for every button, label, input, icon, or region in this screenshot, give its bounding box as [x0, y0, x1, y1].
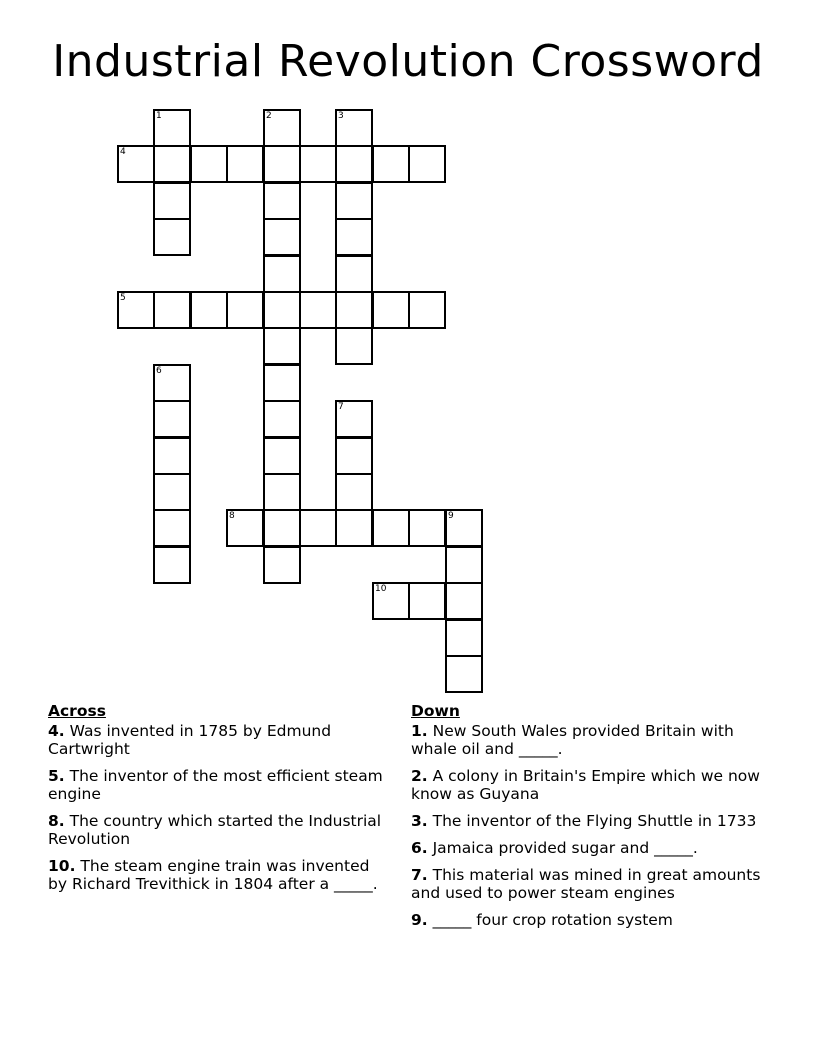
clue-text: New South Wales provided Britain with whale oil and _____. — [411, 722, 734, 758]
crossword-cell[interactable] — [263, 327, 301, 365]
crossword-cell[interactable] — [335, 218, 373, 256]
crossword-cell[interactable] — [226, 291, 264, 329]
crossword-cell[interactable] — [372, 582, 410, 620]
clue-number: 5. — [48, 767, 65, 785]
crossword-cell[interactable] — [335, 473, 373, 511]
down-clue-1 — [411, 722, 781, 758]
crossword-cell[interactable] — [445, 655, 483, 693]
crossword-cell[interactable] — [153, 182, 191, 220]
crossword-cell[interactable] — [263, 509, 301, 547]
clue-text: A colony in Britain's Empire which we now know as Guyana — [411, 767, 760, 803]
crossword-cell[interactable] — [263, 546, 301, 584]
across-clue-10 — [48, 857, 388, 893]
crossword-cell[interactable] — [335, 145, 373, 183]
clue-number: 1. — [411, 722, 428, 740]
down-clues — [411, 702, 781, 938]
crossword-cell[interactable] — [335, 400, 373, 438]
down-clue-2 — [411, 767, 781, 803]
clue-text: Was invented in 1785 by Edmund Cartwright — [48, 722, 332, 758]
crossword-cell[interactable] — [335, 109, 373, 147]
crossword-cell[interactable] — [263, 182, 301, 220]
cell-number: 1 — [156, 111, 162, 121]
cell-number: 8 — [229, 511, 235, 521]
crossword-cell[interactable] — [408, 291, 446, 329]
crossword-cell[interactable] — [190, 291, 228, 329]
crossword-cell[interactable] — [335, 291, 373, 329]
clue-number: 10. — [48, 857, 76, 875]
crossword-cell[interactable] — [263, 437, 301, 475]
clue-text: The steam engine train was invented by Richard Trevithick in 1804 after a _____. — [48, 857, 378, 893]
crossword-cell[interactable] — [117, 291, 155, 329]
crossword-cell[interactable] — [263, 291, 301, 329]
across-clue-5 — [48, 767, 388, 803]
down-clue-3 — [411, 812, 781, 830]
crossword-cell[interactable] — [263, 400, 301, 438]
crossword-cell[interactable] — [117, 145, 155, 183]
crossword-cell[interactable] — [153, 364, 191, 402]
crossword-cell[interactable] — [372, 291, 410, 329]
crossword-cell[interactable] — [153, 145, 191, 183]
crossword-cell[interactable] — [335, 437, 373, 475]
crossword-cell[interactable] — [190, 145, 228, 183]
crossword-cell[interactable] — [263, 109, 301, 147]
crossword-cell[interactable] — [408, 582, 446, 620]
down-heading: Down — [411, 702, 460, 720]
clue-number: 7. — [411, 866, 428, 884]
cell-number: 4 — [120, 147, 126, 157]
cell-number: 9 — [448, 511, 454, 521]
across-clue-8 — [48, 812, 388, 848]
down-clue-7 — [411, 866, 781, 902]
cell-number: 7 — [338, 402, 344, 412]
crossword-cell[interactable] — [335, 255, 373, 293]
clue-text: This material was mined in great amounts and used to power steam engines — [411, 866, 761, 902]
cell-number: 2 — [266, 111, 272, 121]
crossword-cell[interactable] — [153, 109, 191, 147]
cell-number: 6 — [156, 366, 162, 376]
crossword-cell[interactable] — [153, 437, 191, 475]
crossword-cell[interactable] — [153, 400, 191, 438]
crossword-cell[interactable] — [226, 145, 264, 183]
crossword-cell[interactable] — [153, 218, 191, 256]
crossword-cell[interactable] — [299, 145, 337, 183]
crossword-cell[interactable] — [263, 145, 301, 183]
cell-number: 10 — [375, 584, 387, 594]
clue-text: Jamaica provided sugar and _____. — [427, 839, 698, 857]
crossword-cell[interactable] — [335, 182, 373, 220]
crossword-cell[interactable] — [299, 509, 337, 547]
clue-number: 6. — [411, 839, 428, 857]
clue-number: 4. — [48, 722, 65, 740]
down-clue-9 — [411, 911, 781, 929]
crossword-cell[interactable] — [372, 509, 410, 547]
clue-text: _____ four crop rotation system — [427, 911, 673, 929]
across-heading: Across — [48, 702, 106, 720]
crossword-cell[interactable] — [445, 546, 483, 584]
clue-text: The inventor of the most efficient steam engine — [48, 767, 383, 803]
crossword-cell[interactable] — [408, 509, 446, 547]
crossword-cell[interactable] — [153, 509, 191, 547]
crossword-cell[interactable] — [335, 327, 373, 365]
crossword-cell[interactable] — [153, 291, 191, 329]
crossword-cell[interactable] — [445, 509, 483, 547]
page-title: Industrial Revolution Crossword — [52, 36, 764, 87]
crossword-cell[interactable] — [335, 509, 373, 547]
across-clues — [48, 702, 388, 902]
clue-number: 9. — [411, 911, 428, 929]
crossword-cell[interactable] — [263, 364, 301, 402]
clue-number: 2. — [411, 767, 428, 785]
crossword-cell[interactable] — [153, 473, 191, 511]
clue-text: The inventor of the Flying Shuttle in 1733 — [427, 812, 757, 830]
crossword-cell[interactable] — [263, 473, 301, 511]
crossword-cell[interactable] — [263, 218, 301, 256]
clue-text: The country which started the Industrial Revolution — [48, 812, 382, 848]
crossword-cell[interactable] — [445, 582, 483, 620]
crossword-cell[interactable] — [299, 291, 337, 329]
crossword-cell[interactable] — [226, 509, 264, 547]
down-clue-6 — [411, 839, 781, 857]
clue-number: 8. — [48, 812, 65, 830]
crossword-cell[interactable] — [445, 619, 483, 657]
cell-number: 3 — [338, 111, 344, 121]
cell-number: 5 — [120, 293, 126, 303]
clue-number: 3. — [411, 812, 428, 830]
crossword-cell[interactable] — [372, 145, 410, 183]
across-clue-4 — [48, 722, 388, 758]
crossword-cell[interactable] — [153, 546, 191, 584]
crossword-cell[interactable] — [263, 255, 301, 293]
crossword-cell[interactable] — [408, 145, 446, 183]
